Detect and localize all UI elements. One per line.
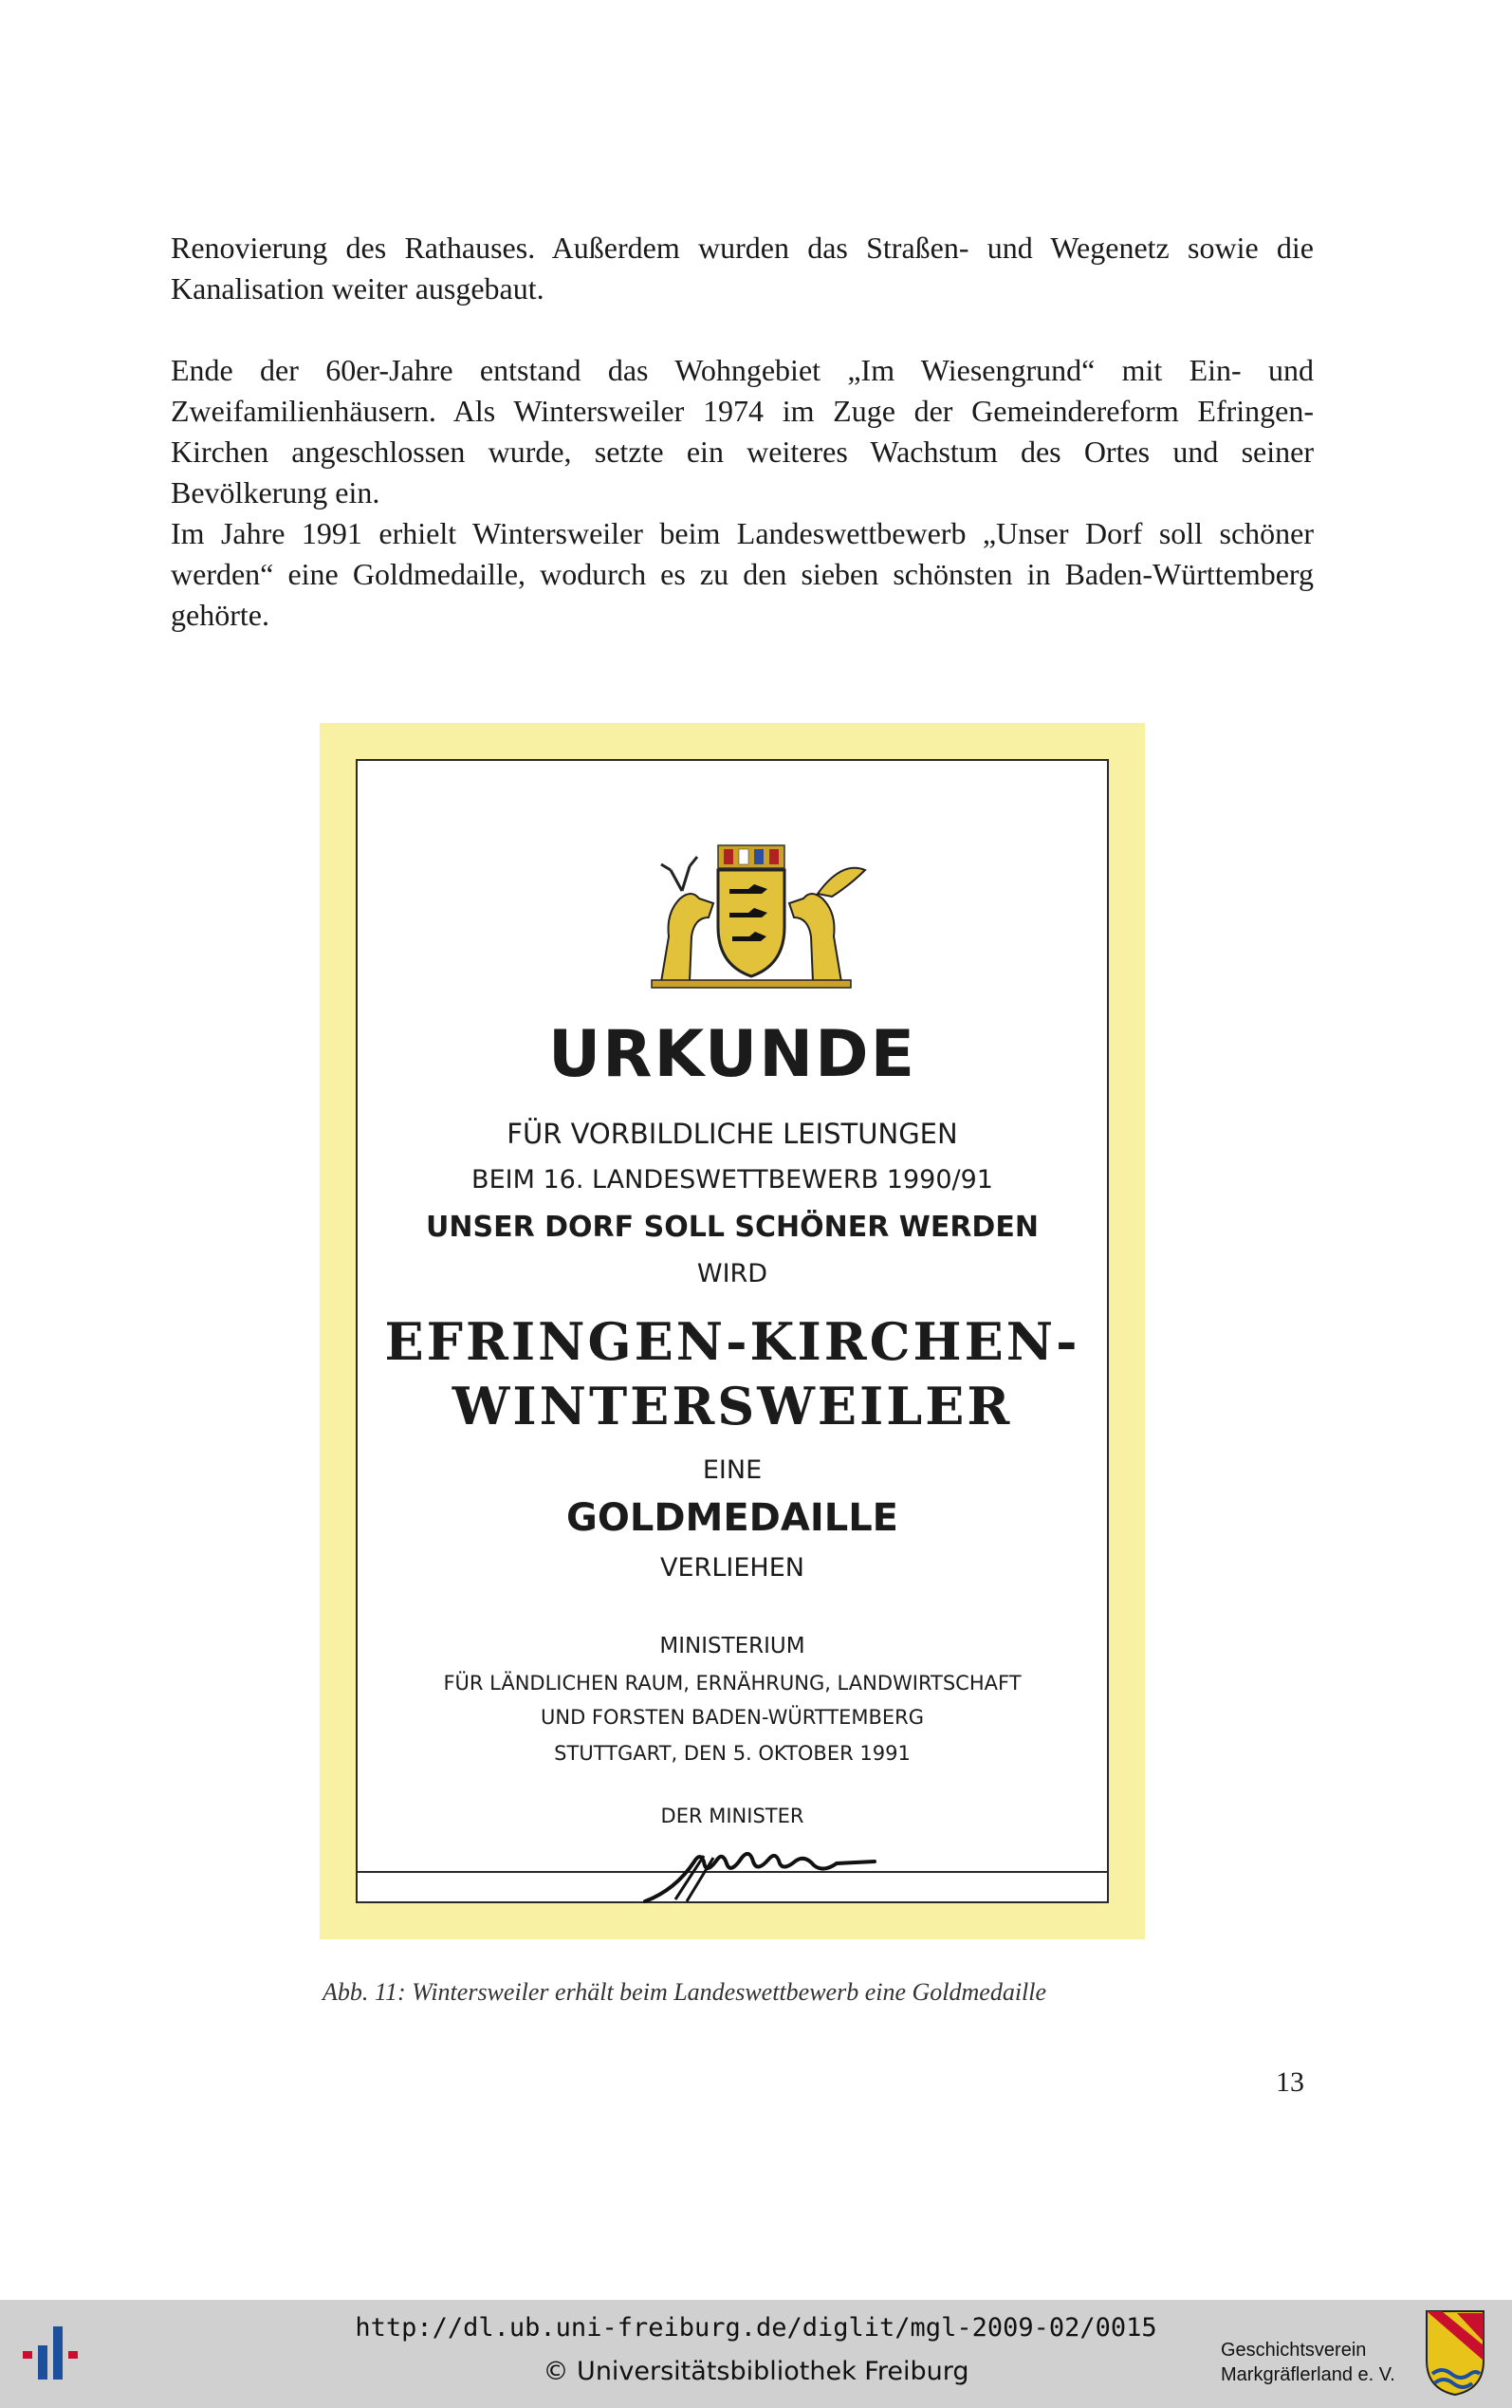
certificate-ministry-2: FÜR LÄNDLICHEN RAUM, ERNÄHRUNG, LANDWIRTSCHAFT: [443, 1672, 1022, 1695]
certificate-line-1: FÜR VORBILDLICHE LEISTUNGEN: [507, 1118, 958, 1150]
page-number: 13: [1276, 2066, 1304, 2098]
certificate-frame: [320, 723, 1145, 1939]
figure-caption: Abb. 11: Wintersweiler erhält beim Landeswettbewerb eine Goldmedaille: [323, 1978, 1047, 2006]
certificate-ministry-3: UND FORSTEN BADEN-WÜRTTEMBERG: [541, 1706, 924, 1729]
certificate-place-1: EFRINGEN-KIRCHEN-: [384, 1311, 1080, 1372]
paragraph-2: Ende der 60er-Jahre entstand das Wohngebiet „Im Wiesengrund“ mit Ein- und Zweifamilienhäusern. Als Wintersweiler 1974 im Zuge der Gemeindereform Efringen-Kirchen angeschlossen wurde, setzte ein weiteres Wachstum des Ortes und seiner Bevölkerung ein.: [171, 353, 1314, 509]
signature-icon: [637, 1833, 884, 1909]
certificate-title: URKUNDE: [547, 1017, 917, 1092]
certificate-minister: DER MINISTER: [660, 1805, 804, 1827]
footer-url-link[interactable]: http://dl.ub.uni-freiburg.de/diglit/mgl-2009-02/0015: [355, 2313, 1157, 2343]
society-line-1: Geschichtsverein: [1221, 2340, 1367, 2361]
certificate-ministry-4: STUTTGART, DEN 5. OKTOBER 1991: [554, 1742, 911, 1765]
society-line-2: Markgräflerland e. V.: [1221, 2364, 1395, 2385]
certificate-place-2: WINTERSWEILER: [452, 1376, 1013, 1436]
certificate-line-3: UNSER DORF SOLL SCHÖNER WERDEN: [426, 1211, 1039, 1244]
coat-of-arms-icon: [623, 842, 879, 993]
paragraph-3: Im Jahre 1991 erhielt Wintersweiler beim Landeswettbewerb „Unser Dorf soll schöner werden“ eine Goldmedaille, wodurch es zu den sieben schönsten in Baden-Württemberg gehörte.: [171, 516, 1314, 632]
certificate-award: GOLDMEDAILLE: [566, 1496, 898, 1540]
certificate: [356, 759, 1109, 1903]
certificate-line-4: WIRD: [696, 1259, 768, 1288]
certificate-eine: EINE: [702, 1455, 763, 1485]
certificate-ministry-1: MINISTERIUM: [659, 1634, 805, 1658]
paragraph-1: Renovierung des Rathauses. Außerdem wurden das Straßen- und Wegenetz sowie die Kanalisation weiter ausgebaut.: [171, 231, 1314, 306]
footer-copyright: © Universitätsbibliothek Freiburg: [543, 2357, 969, 2386]
certificate-line-2: BEIM 16. LANDESWETTBEWERB 1990/91: [471, 1165, 993, 1195]
society-crest-icon: [1423, 2307, 1487, 2399]
body-text: [171, 228, 1314, 636]
certificate-verliehen: VERLIEHEN: [660, 1553, 804, 1583]
footer-bar: [0, 2300, 1512, 2408]
society-name: [1221, 2338, 1395, 2387]
